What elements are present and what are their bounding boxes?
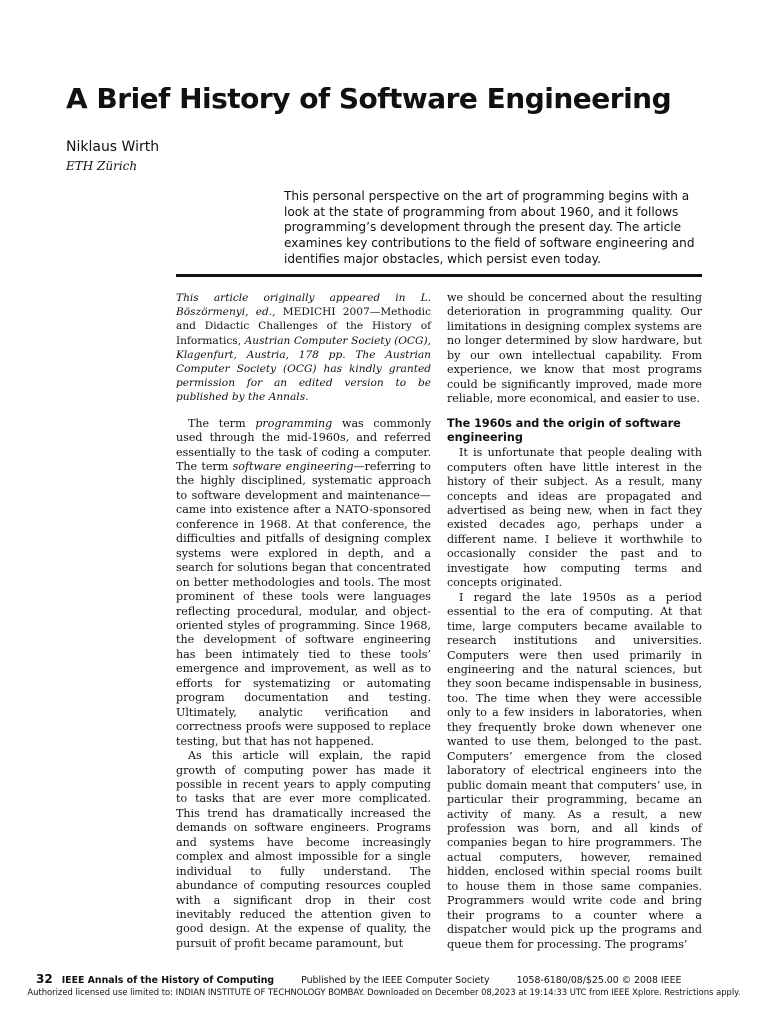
authorized-use-notice: Authorized licensed use limited to: INDIAN INSTITUTE OF TECHNOLOGY BOMBAY. Downloaded on December 08,2023 at 19:14:33 UTC from IEEE Xplore. Restrictions apply. xyxy=(27,987,741,997)
origin-note-part2: Austrian Computer Society (OCG), Klagenfurt, Austria, 178 pp. The Austrian Computer Society (OCG) has kindly granted permission for an edited version to be published by the Annals. xyxy=(176,334,431,404)
section-heading: The 1960s and the origin of software engineering xyxy=(447,416,681,445)
abstract: This personal perspective on the art of programming begins with a look at the state of programming from about 1960, and it follows programming’s development through the present day. The article examines key contributions to the field of software engineering and identifies major obstacles, which persist even today. xyxy=(284,189,695,266)
issn-line: 1058-6180/08/$25.00 © 2008 IEEE xyxy=(516,975,682,986)
publisher-line: Published by the IEEE Computer Society xyxy=(301,975,490,986)
author-name: Niklaus Wirth xyxy=(66,139,160,155)
paragraph-2: As this article will explain, the rapid growth of computing power has made it possible in recent years to apply computing to tasks that are ever more complicated. This trend has dramatically increased the demands on software engineers. Programs and systems have become increasingly complex and almost impossible for a single individual to fully understand. The abundance of computing resources coupled with a significant drop in their cost inevitably reduced the attention given to good design. At the expense of quality, the pursuit of profit became paramount, but xyxy=(176,749,431,950)
article-title: A Brief History of Software Engineering xyxy=(66,82,672,115)
right-column xyxy=(447,291,702,952)
section-rule xyxy=(176,274,702,277)
p1-term-programming: programming xyxy=(255,416,333,430)
p1-term-software-engineering: software engineering xyxy=(232,459,354,473)
paragraph-5: I regard the late 1950s as a period essential to the era of computing. At that time, large computers became available to research institutions and universities. Computers were then used primarily in engineering and the natural sciences, but they soon became indispensable in business, too. The time when they were accessible only to a few insiders in laboratories, when they frequently broke down whenever one wanted to use them, belonged to the past. Computers’ emergence from the closed laboratory of electrical engineers into the public domain meant that computers’ use, in particular their programming, became an activity of many. As a result, a new profession was born, and all kinds of companies began to hire programmers. The actual computers, however, remained hidden, enclosed within special rooms built to house them in those same companies. Programmers would write code and bring their programs to a counter where a dispatcher would pick up the programs and queue them for processing. The programs’ xyxy=(447,590,702,951)
paragraph-4: It is unfortunate that people dealing with computers often have little interest in the history of their subject. As a result, many concepts and ideas are propagated and advertised as being new, when in fact they existed decades ago, perhaps under a different name. I believe it worthwhile to occasionally consider the past and to investigate how computing terms and concepts originated. xyxy=(447,446,702,590)
paragraph-1 xyxy=(176,417,431,749)
origin-note-medichi: MEDICHI 2007—Methodic and Didactic Challenges of the History of Informatics, xyxy=(176,306,431,347)
page-number: 32 xyxy=(36,972,53,986)
author-affiliation: ETH Zürich xyxy=(66,159,138,173)
journal-name: IEEE Annals of the History of Computing xyxy=(61,975,275,986)
p1-text-c: —referring to the highly disciplined, systematic approach to software development and maintenance—came into existence after a NATO-sponsored conference in 1968. At that conference, the difficulties and pitfalls of designing complex systems were explored in depth, and a search for solutions began that concentrated on better methodologies and tools. The most prominent of these tools were languages reflecting procedural, modular, and object-oriented styles of programming. Since 1968, the development of software engineering has been intimately tied to these tools’ emergence and improvement, as well as to efforts for systematizing or automating program documentation and testing. Ultimately, analytic verification and correctness proofs were supposed to replace testing, but that has not happened. xyxy=(176,459,431,748)
origin-note xyxy=(176,291,431,405)
paragraph-3: we should be concerned about the resulting deterioration in programming quality. Our limitations in designing complex systems are no longer determined by slow hardware, but by our own intellectual capability. From experience, we know that most programs could be significantly improved, made more reliable, more economical, and easier to use. xyxy=(447,291,702,406)
p1-text-b: was commonly used through the mid-1960s, and referred essentially to the task of coding a computer. The term xyxy=(176,416,431,473)
origin-note-part1: This article originally appeared in L. Böszörmenyi, ed., xyxy=(176,292,431,319)
p1-text-a: The term xyxy=(188,416,256,430)
left-column xyxy=(176,291,431,951)
page-footer xyxy=(36,972,736,986)
